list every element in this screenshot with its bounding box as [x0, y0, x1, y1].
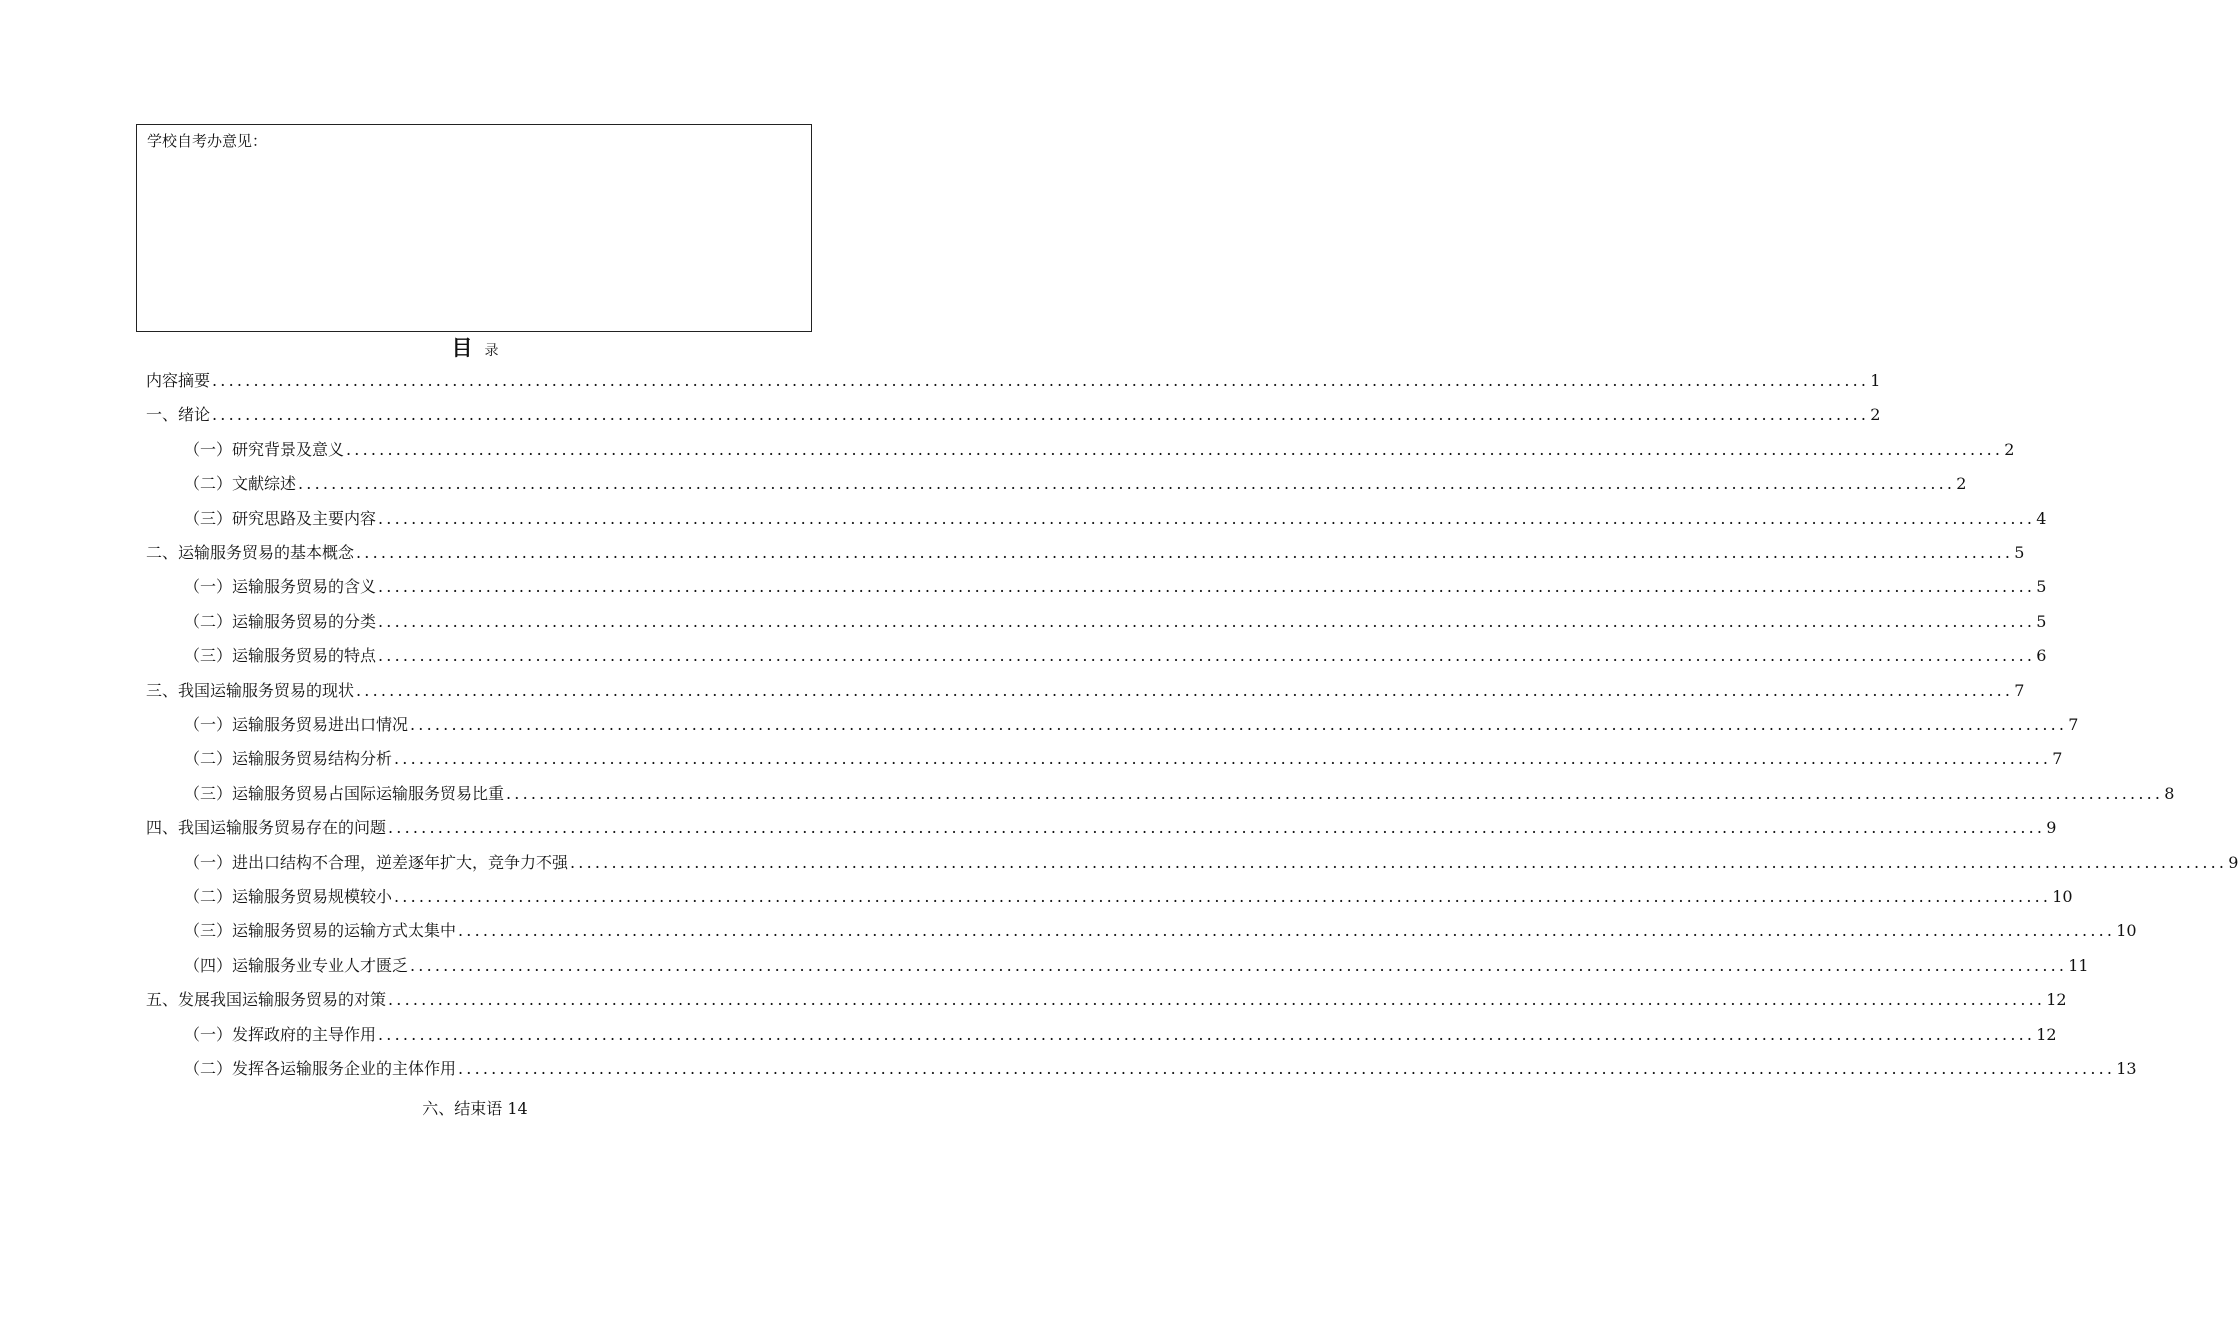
toc-dot-leader: ........................................................................................................................................................................................................	[506, 783, 2164, 803]
toc-entry-title: （一）进出口结构不合理，逆差逐年扩大，竞争力不强	[184, 852, 569, 872]
toc-dot-leader: ........................................................................................................................................................................................................	[394, 749, 2052, 769]
toc-dot-leader: ........................................................................................................................................................................................................	[378, 611, 2036, 631]
school-opinion-box	[136, 124, 812, 332]
toc-entry-page: 11	[2068, 955, 2089, 975]
toc-dot-leader: ........................................................................................................................................................................................................	[378, 508, 2036, 528]
toc-entry	[184, 643, 2047, 669]
toc-entry-page: 10	[2052, 887, 2073, 906]
toc-entry	[184, 506, 2047, 532]
toc-entry-page: 9	[2046, 818, 2057, 838]
toc-entry-title: 一、绪论	[146, 405, 211, 425]
toc-entry	[184, 781, 2175, 807]
toc-entry-page: 7	[2014, 680, 2025, 700]
toc-entry-page: 1	[1870, 371, 1881, 390]
toc-entry-page: 8	[2164, 783, 2175, 803]
toc-dot-leader: ........................................................................................................................................................................................................	[458, 921, 2116, 941]
toc-entry-title: （二）运输服务贸易的分类	[184, 611, 377, 631]
toc-entry	[184, 437, 2015, 463]
toc-heading	[0, 334, 950, 365]
toc-dot-leader: ........................................................................................................................................................................................................	[570, 852, 2228, 872]
toc-dot-leader: ........................................................................................................................................................................................................	[298, 474, 1956, 494]
toc-entry	[184, 953, 2089, 979]
toc-entry	[146, 402, 1881, 428]
toc-entry-title: 二、运输服务贸易的基本概念	[146, 543, 355, 562]
toc-entry-page: 2	[1870, 405, 1881, 425]
toc-dot-leader: ........................................................................................................................................................................................................	[212, 405, 1870, 425]
toc-entry	[184, 712, 2079, 738]
toc-title-sub: 录	[484, 343, 499, 359]
toc-entry	[184, 884, 2073, 910]
toc-entry	[146, 368, 1881, 394]
toc-entry-title: （三）运输服务贸易占国际运输服务贸易比重	[184, 783, 505, 803]
toc-entry-title: （三）运输服务贸易的运输方式太集中	[184, 921, 457, 941]
toc-entry-title: 三、我国运输服务贸易的现状	[146, 680, 355, 700]
toc-entry-title: （二）运输服务贸易结构分析	[184, 749, 393, 769]
toc-entry	[184, 1056, 2137, 1082]
toc-entry-page: 5	[2014, 543, 2025, 562]
toc-entry-page: 6	[2036, 646, 2047, 666]
toc-entry-title: （二）运输服务贸易规模较小	[184, 887, 393, 906]
toc-dot-leader: ........................................................................................................................................................................................................	[378, 646, 2036, 666]
toc-entry	[146, 815, 2057, 841]
toc-entry-page: 13	[2116, 1059, 2137, 1078]
toc-entry-title: （四）运输服务业专业人才匮乏	[184, 955, 409, 975]
toc-entry-title: （一）运输服务贸易进出口情况	[184, 715, 409, 734]
toc-dot-leader: ........................................................................................................................................................................................................	[410, 955, 2068, 975]
toc-dot-leader: ........................................................................................................................................................................................................	[388, 818, 2046, 838]
toc-entry	[146, 540, 2025, 566]
toc-entry	[184, 471, 1967, 497]
toc-entry	[184, 1022, 2057, 1048]
toc-entry-page: 10	[2116, 921, 2137, 941]
toc-entry-title: （一）研究背景及意义	[184, 439, 345, 459]
toc-entry-title: （一）发挥政府的主导作用	[184, 1024, 377, 1044]
toc-entry-page: 2	[1956, 474, 1967, 494]
toc-entry-page: 5	[2036, 611, 2047, 631]
toc-entry	[184, 609, 2047, 635]
toc-dot-leader: ........................................................................................................................................................................................................	[388, 990, 2046, 1010]
toc-entry-title: 四、我国运输服务贸易存在的问题	[146, 818, 387, 838]
toc-entry-title: 五、发展我国运输服务贸易的对策	[146, 990, 387, 1010]
toc-entry-title: （一）运输服务贸易的含义	[184, 577, 377, 597]
toc-entry-title: （三）运输服务贸易的特点	[184, 646, 377, 666]
toc-entry	[146, 987, 2067, 1013]
toc-dot-leader: ........................................................................................................................................................................................................	[356, 543, 2014, 562]
toc-entry-title: （二）发挥各运输服务企业的主体作用	[184, 1059, 457, 1078]
toc-entry	[184, 746, 2063, 772]
toc-dot-leader: ........................................................................................................................................................................................................	[378, 1024, 2036, 1044]
toc-dot-leader: ........................................................................................................................................................................................................	[458, 1059, 2116, 1078]
toc-dot-leader: ........................................................................................................................................................................................................	[410, 715, 2068, 734]
toc-dot-leader: ........................................................................................................................................................................................................	[212, 371, 1870, 390]
toc-dot-leader: ........................................................................................................................................................................................................	[346, 439, 2004, 459]
toc-entry-page: 4	[2036, 508, 2047, 528]
toc-entry-page: 2	[2004, 439, 2015, 459]
toc-entry	[184, 574, 2047, 600]
toc-entry-title: （二）文献综述	[184, 474, 297, 494]
toc-entry	[184, 918, 2137, 944]
toc-entry-page: 7	[2068, 715, 2079, 734]
toc-entry-page: 9	[2228, 852, 2238, 872]
toc-dot-leader: ........................................................................................................................................................................................................	[394, 887, 2052, 906]
toc-title-main: 目	[451, 335, 473, 360]
toc-dot-leader: ........................................................................................................................................................................................................	[356, 680, 2014, 700]
toc-entry-title: 内容摘要	[146, 371, 211, 390]
toc-entry-title: （三）研究思路及主要内容	[184, 508, 377, 528]
toc-entry-page: 5	[2036, 577, 2047, 597]
toc-entry	[184, 850, 2238, 876]
toc-dot-leader: ........................................................................................................................................................................................................	[378, 577, 2036, 597]
toc-entry-page: 12	[2046, 990, 2067, 1010]
school-opinion-label: 学校自考办意见：	[147, 132, 268, 150]
toc-last-line: 六、结束语 14	[422, 1099, 528, 1118]
toc-entry-page: 12	[2036, 1024, 2057, 1044]
toc-entry-page: 7	[2052, 749, 2063, 769]
toc-entry	[146, 678, 2025, 704]
